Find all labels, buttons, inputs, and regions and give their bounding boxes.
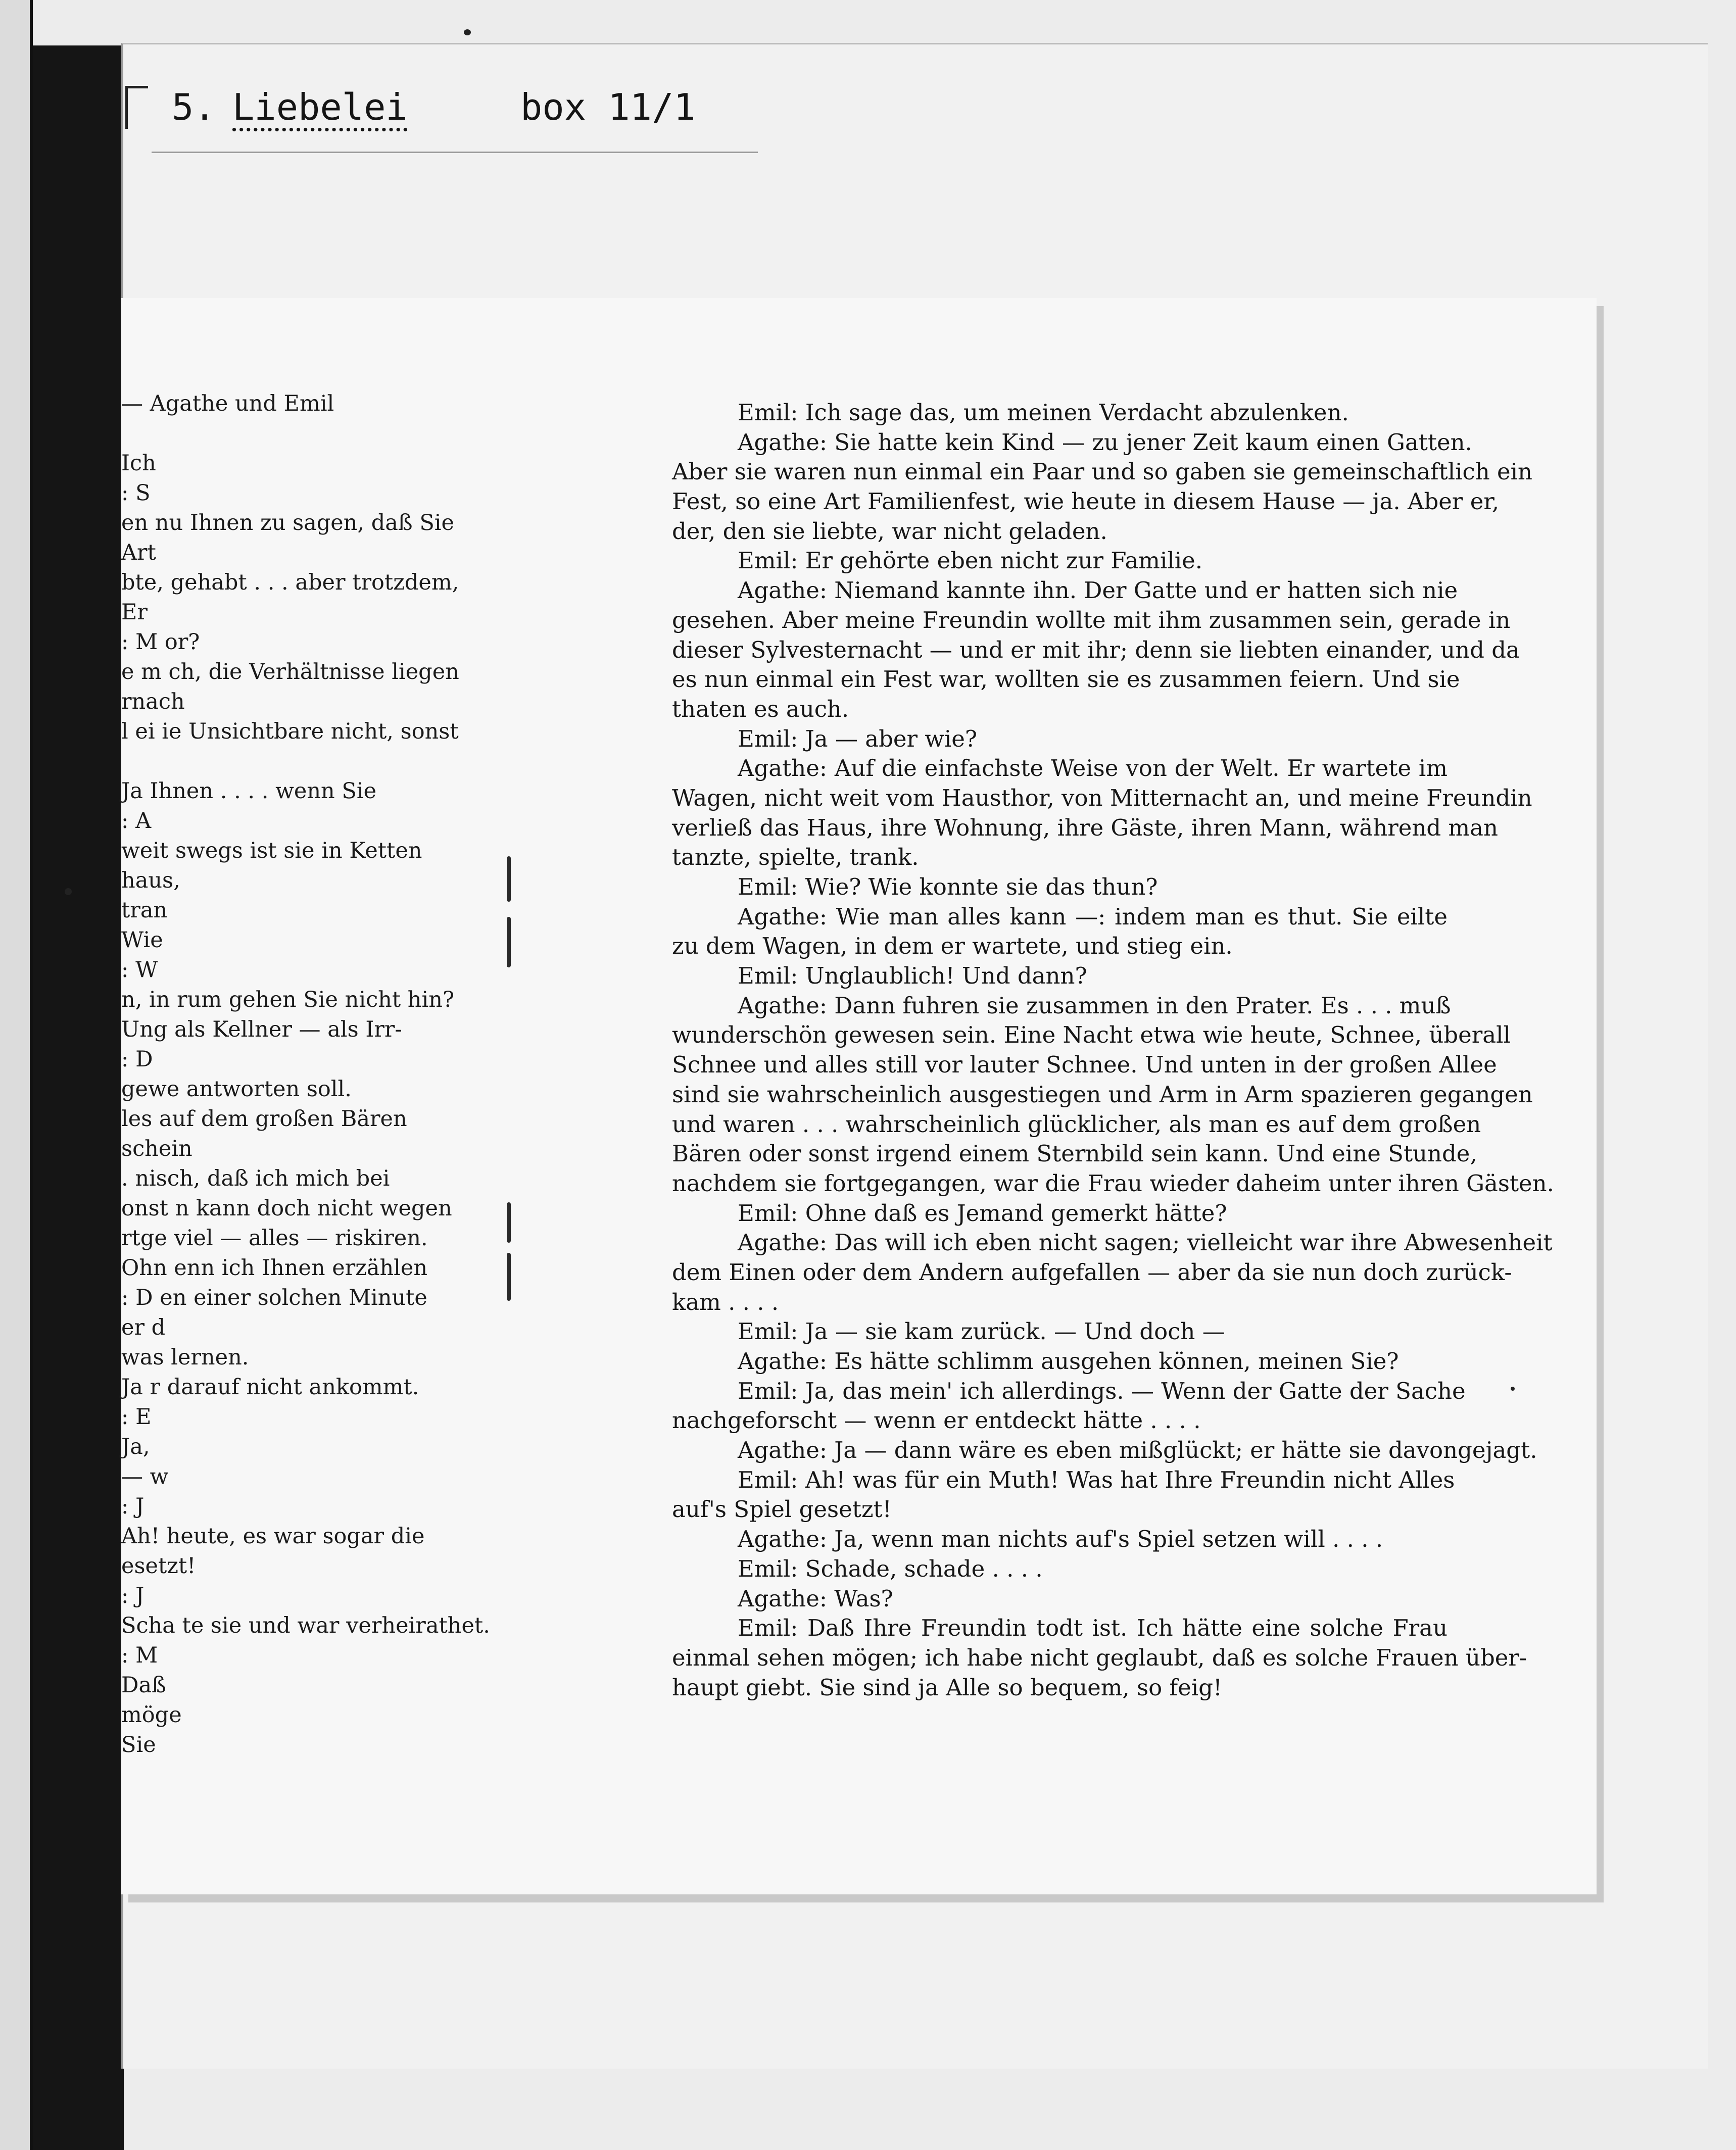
text-line: Aber sie waren nun einmal ein Paar und so gaben sie gemeinschaftlich ein <box>672 458 1533 485</box>
text-line: Agathe: Ja — dann wäre es eben mißglückt; er hätte sie davongejagt. <box>738 1437 1537 1464</box>
text-line: Agathe: Das will ich eben nicht sagen; vielleicht war ihre Abwesenheit <box>738 1229 1553 1256</box>
text-line: Bären oder sonst irgend einem Sternbild sein kann. Und eine Stunde, <box>672 1140 1477 1167</box>
text-line: Agathe: Niemand kannte ihn. Der Gatte und er hatten sich nie <box>738 577 1458 604</box>
left-column-line: Wie <box>121 927 163 953</box>
text-line: Wagen, nicht weit vom Hausthor, von Mitternacht an, und meine Freundin <box>672 784 1532 811</box>
left-column-line: Er <box>121 600 148 625</box>
left-column-line: bte, gehabt . . . aber trotzdem, <box>121 570 459 595</box>
scan-speck <box>65 888 72 895</box>
left-column-line <box>121 419 374 449</box>
left-column-line: onst n kann doch nicht wegen <box>121 1196 452 1221</box>
clipping-right-column <box>672 398 1554 1702</box>
left-column-line: Scha te sie und war verheirathet. <box>121 1613 490 1638</box>
left-column-line: . nisch, daß ich mich bei <box>121 1166 390 1191</box>
text-line: Emil: Unglaublich! Und dann? <box>738 962 1087 990</box>
text-line: einmal sehen mögen; ich habe nicht geglaubt, daß es solche Frauen über- <box>672 1644 1527 1671</box>
left-column-line: les auf dem großen Bären <box>121 1106 407 1132</box>
left-column-line: möge <box>121 1702 182 1728</box>
scan-speck <box>1511 1387 1515 1391</box>
left-column-line: Ja, <box>121 1434 150 1459</box>
text-line: Agathe: Was? <box>738 1585 893 1612</box>
left-column-line: : S <box>121 480 151 506</box>
left-column-line: Ich <box>121 451 156 476</box>
text-line: sind sie wahrscheinlich ausgestiegen und Arm in Arm spazieren gegangen <box>672 1081 1533 1108</box>
folder-title: Liebelei <box>232 86 408 128</box>
left-column-line: : M or? <box>121 629 200 655</box>
text-line: Agathe: Sie hatte kein Kind — zu jener Zeit kaum einen Gatten. <box>738 428 1472 456</box>
text-line: nachdem sie fortgegangen, war die Frau wieder daheim unter ihren Gästen. <box>672 1169 1554 1197</box>
left-column-line: schein <box>121 1136 192 1161</box>
text-line: der, den sie liebte, war nicht geladen. <box>672 517 1107 545</box>
left-column-line: Ohn enn ich Ihnen erzählen <box>121 1255 428 1281</box>
left-column-line: : D <box>121 1047 153 1072</box>
folder-label <box>172 86 696 128</box>
left-column-line: weit swegs ist sie in Ketten <box>121 838 422 863</box>
left-column-line: : M <box>121 1643 158 1668</box>
staple-mark <box>507 917 511 967</box>
left-column-line: : D en einer solchen Minute <box>121 1285 427 1310</box>
text-line: Emil: Schade, schade . . . . <box>738 1555 1043 1582</box>
left-column-line: l ei ie Unsichtbare nicht, sonst <box>121 719 459 744</box>
text-line: verließ das Haus, ihre Wohnung, ihre Gäste, ihren Mann, während man <box>672 814 1498 841</box>
left-column-line: Sie <box>121 1732 156 1757</box>
left-column-line: haus, <box>121 868 180 893</box>
left-column-line: : J <box>121 1494 144 1519</box>
text-line: Emil: Ja, das mein' ich allerdings. — Wenn der Gatte der Sache <box>738 1377 1466 1404</box>
dark-gutter <box>33 45 124 2150</box>
left-column-line: gewe antworten soll. <box>121 1077 352 1102</box>
text-line: Emil: Ohne daß es Jemand gemerkt hätte? <box>738 1199 1227 1227</box>
left-column-line: : W <box>121 957 158 983</box>
scan-speck <box>464 29 471 35</box>
text-line: kam . . . . <box>672 1288 779 1315</box>
staple-mark <box>507 856 511 902</box>
left-column-line: Ah! heute, es war sogar die <box>121 1524 425 1549</box>
text-line: auf's Spiel gesetzt! <box>672 1496 892 1523</box>
left-column-line: Ung als Kellner — als Irr- <box>121 1017 402 1042</box>
folder-box: box 11/1 <box>520 86 696 128</box>
text-line: es nun einmal ein Fest war, wollten sie es zusammen feiern. Und sie <box>672 666 1460 693</box>
text-line: Agathe: Wie man alles kann —: indem man es thut. Sie eilte <box>738 903 1448 930</box>
text-line: dieser Sylvesternacht — und er mit ihr; denn sie liebten einander, und da <box>672 636 1520 663</box>
left-column-line: Ja r darauf nicht ankommt. <box>121 1375 419 1400</box>
left-column-line <box>121 747 374 776</box>
text-line: Emil: Ja — aber wie? <box>738 725 977 752</box>
text-line: Agathe: Es hätte schlimm ausgehen können, meinen Sie? <box>738 1348 1399 1375</box>
text-line: Emil: Daß Ihre Freundin todt ist. Ich hätte eine solche Frau <box>738 1615 1448 1642</box>
text-line: Emil: Ich sage das, um meinen Verdacht abzulenken. <box>738 399 1349 426</box>
left-column-line: en nu Ihnen zu sagen, daß Sie <box>121 510 454 535</box>
left-column-line: Art <box>121 540 156 565</box>
text-line: tanzte, spielte, trank. <box>672 844 919 871</box>
left-column-line: : E <box>121 1404 152 1430</box>
left-column-line: Ja Ihnen . . . . wenn Sie <box>121 778 377 804</box>
clipping-left-column <box>121 389 490 1760</box>
label-rule <box>152 152 758 153</box>
left-column-line: e m ch, die Verhältnisse liegen <box>121 659 459 685</box>
staple-mark <box>507 1253 511 1301</box>
left-column-line: — w <box>121 1464 169 1489</box>
adjacent-page-edge <box>0 0 33 2150</box>
text-line: haupt giebt. Sie sind ja Alle so bequem, so feig! <box>672 1674 1223 1701</box>
text-line: Agathe: Ja, wenn man nichts auf's Spiel setzen will . . . . <box>738 1526 1383 1553</box>
label-corner-mark <box>125 86 148 129</box>
text-line: gesehen. Aber meine Freundin wollte mit ihm zusammen sein, gerade in <box>672 606 1511 633</box>
left-column-line: tran <box>121 898 168 923</box>
text-line: thaten es auch. <box>672 695 849 722</box>
text-line: Agathe: Auf die einfachste Weise von der Welt. Er wartete im <box>738 755 1448 782</box>
left-column-line: er d <box>121 1315 166 1340</box>
left-column-line: rnach <box>121 689 185 714</box>
text-line: Emil: Ah! was für ein Muth! Was hat Ihre Freundin nicht Alles <box>738 1466 1455 1493</box>
left-column-line: — Agathe und Emil <box>121 391 334 416</box>
left-column-line: : A <box>121 808 152 834</box>
text-line: Emil: Wie? Wie konnte sie das thun? <box>738 873 1158 900</box>
left-column-line: was lernen. <box>121 1345 249 1370</box>
left-column-line: Daß <box>121 1673 166 1698</box>
text-line: wunderschön gewesen sein. Eine Nacht etwa wie heute, Schnee, überall <box>672 1021 1511 1049</box>
staple-mark <box>507 1202 511 1243</box>
text-line: Agathe: Dann fuhren sie zusammen in den Prater. Es . . . muß <box>738 992 1451 1019</box>
text-line: nachgeforscht — wenn er entdeckt hätte . . . . <box>672 1407 1201 1434</box>
text-line: Schnee und alles still vor lauter Schnee. Und unten in der großen Allee <box>672 1051 1497 1079</box>
left-column-line: rtge viel — alles — riskiren. <box>121 1226 428 1251</box>
text-line: Fest, so eine Art Familienfest, wie heute in diesem Hause — ja. Aber er, <box>672 488 1500 515</box>
text-line: zu dem Wagen, in dem er wartete, und stieg ein. <box>672 933 1233 960</box>
text-line: Emil: Ja — sie kam zurück. — Und doch — <box>738 1318 1225 1345</box>
folder-number: 5. <box>172 86 216 128</box>
left-column-line: : J <box>121 1583 144 1608</box>
text-line: und waren . . . wahrscheinlich glücklicher, als man es auf dem großen <box>672 1110 1481 1138</box>
left-column-line: esetzt! <box>121 1553 196 1579</box>
text-line: Emil: Er gehörte eben nicht zur Familie. <box>738 547 1203 574</box>
text-line: dem Einen oder dem Andern aufgefallen — aber da sie nun doch zurück- <box>672 1258 1512 1286</box>
left-column-line: n, in rum gehen Sie nicht hin? <box>121 987 455 1012</box>
